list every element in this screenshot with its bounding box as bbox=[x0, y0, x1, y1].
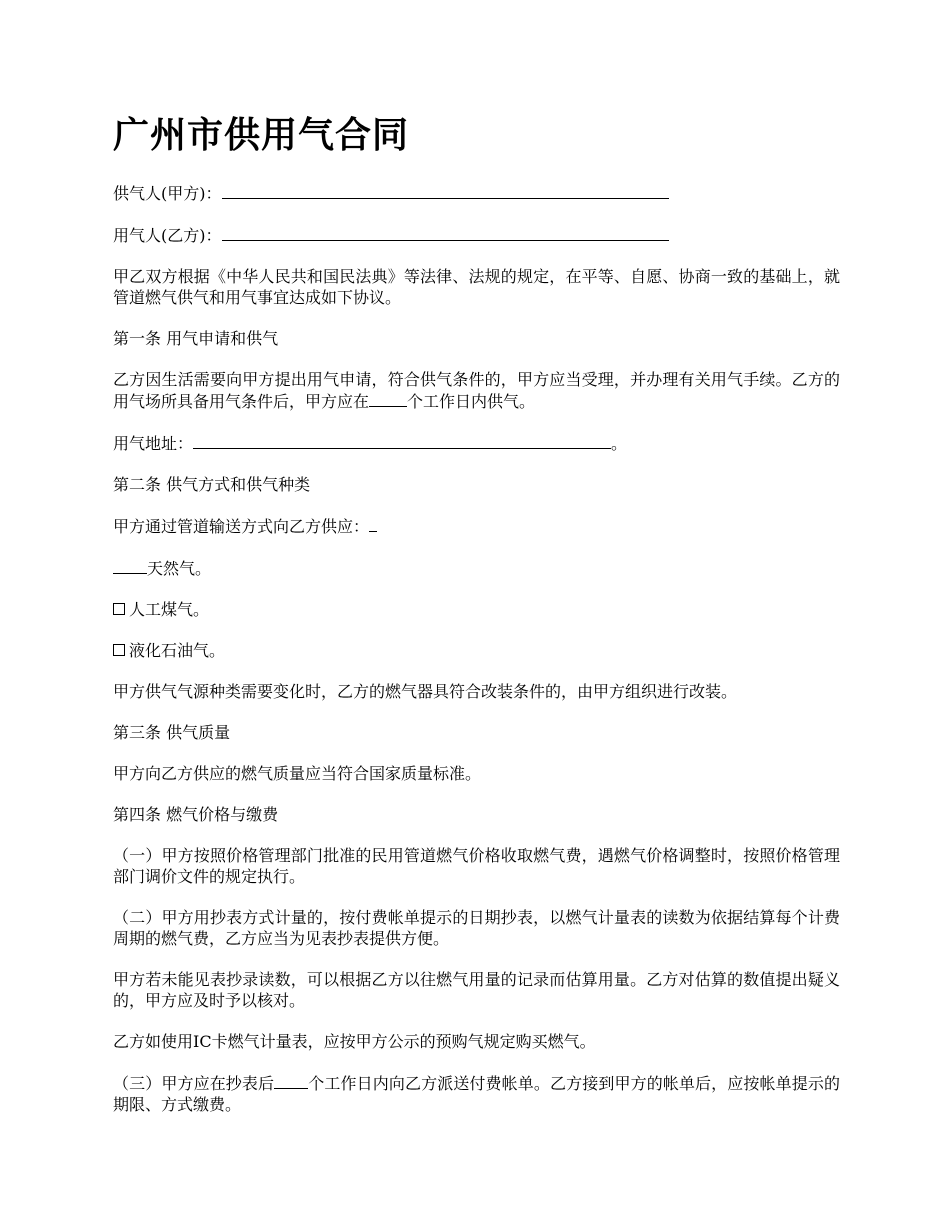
contract-page bbox=[113, 108, 840, 1135]
article4-estimate: 甲方若未能见表抄录读数，可以根据乙方以往燃气用量的记录而估算用量。乙方对估算的数值提出疑义的，甲方应及时予以核对。 bbox=[113, 970, 840, 1010]
workdays-blank bbox=[369, 390, 407, 407]
article4-item1: （一）甲方按照价格管理部门批准的民用管道燃气价格收取燃气费，遇燃气价格调整时，按照价格管理部门调价文件的规定执行。 bbox=[113, 846, 840, 886]
address-blank bbox=[193, 432, 611, 449]
billing-days-blank bbox=[274, 1072, 308, 1089]
article2-heading: 第二条 供气方式和供气种类 bbox=[113, 475, 311, 494]
supply-blank bbox=[369, 515, 377, 532]
page-title: 广州市供用气合同 bbox=[113, 114, 410, 156]
user-label: 用气人(乙方)： bbox=[113, 226, 222, 245]
article4-item2: （二）甲方用抄表方式计量的，按付费帐单提示的日期抄表，以燃气计量表的读数为依据结算每个计费周期的燃气费，乙方应当为见表抄表提供方便。 bbox=[113, 908, 840, 948]
article1-heading: 第一条 用气申请和供气 bbox=[113, 329, 279, 348]
supplier-label: 供气人(甲方)： bbox=[113, 184, 222, 203]
option-artificial-gas bbox=[113, 599, 840, 620]
option-lpg bbox=[113, 640, 840, 661]
intro-paragraph: 甲乙双方根据《中华人民共和国民法典》等法律、法规的规定，在平等、自愿、协商一致的基础上，就管道燃气供气和用气事宜达成如下协议。 bbox=[113, 267, 840, 307]
article4-item3-text-b: 个工作日内向乙方派送付费帐单。乙方接到甲方的帐单后，应按帐单提示的期限、方式缴费。 bbox=[113, 1074, 840, 1114]
supply-text: 甲方通过管道输送方式向乙方供应： bbox=[113, 517, 370, 536]
natural-gas-blank bbox=[113, 557, 147, 574]
supplier-line bbox=[113, 182, 840, 204]
article2-change-paragraph: 甲方供气气源种类需要变化时，乙方的燃气器具符合改装条件的，由甲方组织进行改装。 bbox=[113, 682, 738, 701]
article1-paragraph bbox=[113, 369, 840, 412]
article4-heading: 第四条 燃气价格与缴费 bbox=[113, 805, 279, 824]
artificial-gas-label: 人工煤气。 bbox=[129, 600, 210, 619]
lpg-label: 液化石油气。 bbox=[129, 641, 226, 660]
article3-paragraph: 甲方向乙方供应的燃气质量应当符合国家质量标准。 bbox=[113, 764, 482, 783]
article4-item3 bbox=[113, 1072, 840, 1115]
article1-text-b: 个工作日内供气。 bbox=[407, 392, 536, 411]
article3-heading: 第三条 供气质量 bbox=[113, 723, 231, 742]
checkbox-icon bbox=[113, 644, 125, 656]
article4-ic-card: 乙方如使用IC卡燃气计量表，应按甲方公示的预购气规定购买燃气。 bbox=[113, 1032, 596, 1051]
article4-item3-text-a: （三）甲方应在抄表后 bbox=[113, 1074, 275, 1093]
address-end: 。 bbox=[611, 434, 628, 453]
supply-line bbox=[113, 515, 840, 537]
option-natural-gas bbox=[113, 557, 840, 579]
address-label: 用气地址： bbox=[113, 434, 194, 453]
article1-text-a: 乙方因生活需要向甲方提出用气申请，符合供气条件的，甲方应当受理，并办理有关用气手续。乙方的用气场所具备用气条件后，甲方应在 bbox=[113, 370, 840, 411]
user-line bbox=[113, 224, 840, 246]
user-blank bbox=[222, 224, 669, 241]
checkbox-icon bbox=[113, 603, 125, 615]
address-line bbox=[113, 432, 840, 454]
natural-gas-label: 天然气。 bbox=[147, 559, 212, 578]
supplier-blank bbox=[222, 182, 669, 199]
